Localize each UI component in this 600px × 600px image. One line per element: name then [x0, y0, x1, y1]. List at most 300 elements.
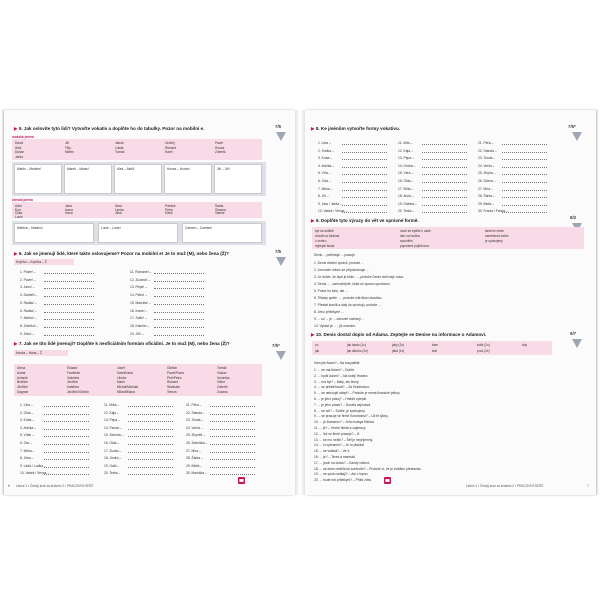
exercise-9-title: ▶ 9. Doplňte tyto výrazy do vět ve správné formě. [311, 218, 419, 223]
answer-cell-label: Aleš – Aleši! [117, 167, 135, 171]
answer-blank[interactable] [210, 459, 255, 460]
answer-line: 9. ... se pracuje ve firmě Kondratovi? – Už tři týdny. [314, 414, 389, 419]
answer-blank[interactable] [502, 159, 547, 160]
answer-line: 5. ... se nekoupil nábyt? – Protože je nemá finančně pěkný. [314, 391, 401, 396]
name-chip: Josef [117, 366, 125, 370]
name-chip: Libuše [117, 375, 127, 380]
phrase: chodit na ždánna [315, 234, 340, 238]
exercise-7-names-box [14, 364, 262, 396]
answer-blank[interactable] [502, 152, 547, 153]
name-chip: Valerie [215, 211, 225, 215]
question-word: kdy [522, 343, 527, 347]
answer-line: 22. Standa – [186, 410, 205, 415]
answer-line: 9. Láďa / Ludka – [20, 463, 46, 468]
name-chip: Aleš [15, 145, 22, 150]
exercise-6-tag: 7/5 [275, 249, 282, 254]
answer-blank[interactable] [44, 288, 94, 289]
answer-blank[interactable] [422, 190, 467, 191]
answer-cell[interactable] [14, 164, 62, 194]
answer-line: 28. Šárka – [186, 456, 203, 461]
male-names-box [12, 139, 262, 160]
answer-line: 13. ... se mu nelíbí? – Šéf je nepříjemný. [314, 437, 374, 442]
name-chip: Stanislav [167, 385, 180, 390]
answer-line: 25. Zbyněk – [186, 433, 206, 438]
name-chip: Alice [15, 204, 22, 208]
name-chip: Viktor [217, 380, 226, 385]
answer-line: 6. Ota – [20, 441, 32, 445]
answer-blank[interactable] [154, 327, 204, 328]
answer-line: 5. Radku! – [20, 300, 37, 305]
name-chip: Tomáš [115, 150, 125, 154]
answer-blank[interactable] [210, 429, 255, 430]
answer-line: 3. ... má byt? – Malý, ale levný. [314, 379, 360, 384]
name-chip: David [15, 141, 24, 145]
phrase: v centru [315, 239, 327, 243]
answer-blank[interactable] [154, 304, 204, 305]
answer-blank[interactable] [44, 459, 89, 460]
answer-line: 6. Tiltazip spěte ... , protože sítě Alesi zkoušku. [314, 296, 383, 300]
answer-blank[interactable] [422, 152, 467, 153]
answer-line: 4. Danieli! – [20, 293, 38, 298]
question-word: jak [315, 349, 320, 353]
exercise-7-title: ▶ 7. Jak se tito lidé jmenují? Doplňte k neoficiálním formám oficiální. Je to muž (M), nebo žena (Ž)? [14, 341, 230, 346]
answer-line: 13. Filipe! – [130, 285, 148, 290]
answer-cell[interactable] [182, 223, 262, 243]
exercise-8-title: ▶ 8. Ke jménům vytvořte formy vokativu. [311, 126, 401, 131]
answer-line: 27. Míra – [186, 448, 201, 453]
answer-blank[interactable] [44, 452, 89, 453]
answer-blank[interactable] [154, 296, 204, 297]
name-chip: Dagmar [17, 390, 29, 394]
name-chip: Simona [215, 207, 226, 212]
answer-cell[interactable] [214, 164, 262, 194]
answer-blank[interactable] [44, 296, 94, 297]
name-chip: Tereza [167, 390, 177, 394]
answer-blank[interactable] [342, 167, 387, 168]
phrase: den na hodinu [400, 234, 421, 238]
name-chip: František [67, 370, 81, 375]
answer-line: 8. Jirka – [20, 456, 34, 461]
answer-blank[interactable] [44, 414, 89, 415]
question-word: jaká (1x) [392, 349, 405, 353]
answer-blank[interactable] [154, 335, 204, 336]
exercise-9-example: Denis ... potřebuje ... pracuje. [314, 253, 356, 257]
answer-blank[interactable] [502, 205, 547, 206]
question-word: jaký (2x) [392, 343, 405, 347]
answer-line: 17. Bříta – [398, 186, 414, 191]
answer-line: 7. ... je jeho práce? – Docela zajímavá. [314, 402, 371, 407]
answer-line: 3. Kuba – [318, 156, 333, 161]
name-chip: Ivana [65, 207, 73, 212]
exercise-10-example: Kam jde Adam? – Na koupaliště. [314, 361, 361, 365]
answer-blank[interactable] [422, 174, 467, 175]
answer-line: 7. Mirka – [20, 448, 35, 453]
answer-line: 7. Mirka – [318, 186, 333, 191]
answer-line: 15. Věra – [398, 171, 414, 176]
answer-line: 6. ... je jeho pokoj? – Hnědě vylepší. [314, 397, 368, 401]
phrase: nejlepší škola [315, 244, 335, 248]
answer-blank[interactable] [44, 444, 89, 445]
answer-line: 23. Tonda – [186, 418, 204, 423]
name-chip: Patricie [165, 204, 176, 208]
female-names-label: ženská jména [12, 198, 33, 202]
marker-triangle-icon [276, 257, 286, 266]
male-names-label: mužská jména [12, 135, 34, 139]
answer-line: 2. Smíka – [318, 148, 334, 153]
name-chip: Hana [65, 211, 73, 215]
question-word: kam [432, 343, 439, 347]
answer-blank[interactable] [44, 319, 94, 320]
answer-blank[interactable] [128, 459, 173, 460]
answer-blank[interactable] [154, 281, 204, 282]
exercise-7-example-box [14, 350, 68, 356]
answer-blank[interactable] [128, 444, 173, 445]
name-chip: Aneta [17, 370, 26, 375]
answer-line: 13. Pepa – [104, 418, 120, 423]
name-chip: Zdeněk [217, 385, 228, 390]
answer-cell[interactable] [14, 223, 94, 243]
name-chip: Honza [215, 145, 225, 150]
exercise-7-tag: 7/5* [272, 343, 280, 348]
name-chip: Pavel/Pavla [167, 370, 184, 375]
answer-blank[interactable] [422, 212, 467, 213]
phrase: byt na sídlišti [315, 229, 334, 233]
name-chip: Ondřej [165, 141, 175, 145]
answer-line: 18. Jindra – [104, 456, 122, 461]
answer-blank[interactable] [210, 444, 255, 445]
audio-icon [238, 477, 245, 484]
answer-line: 11. Míša – [104, 403, 120, 407]
answer-blank[interactable] [342, 144, 387, 145]
answer-line: 8. ... se cítí? – Dobře, je spokojený. [314, 408, 366, 413]
name-chip: Ilona [115, 204, 122, 208]
answer-cell[interactable] [98, 223, 178, 243]
name-chip: Alena [17, 366, 26, 370]
answer-blank[interactable] [422, 167, 467, 168]
answer-line: 15. ... se vstává? – Ve 4. [314, 449, 351, 454]
answer-blank[interactable] [128, 406, 173, 407]
female-table [12, 221, 266, 245]
marker-triangle-icon [276, 351, 286, 360]
answer-line: 14. ... si vybraním? – Je to ptačka! [314, 443, 365, 448]
answer-blank[interactable] [154, 288, 204, 289]
question-word: jak dlouho (2x) [347, 349, 368, 353]
name-chip: Michal/Michala [117, 385, 139, 390]
name-chip: Karel [165, 150, 173, 154]
answer-blank[interactable] [44, 327, 94, 328]
answer-line: 4. ... se přestěhoval? – Za Hradeckou. [314, 385, 370, 390]
answer-blank[interactable] [342, 197, 387, 198]
answer-line: 8. Jiří – [318, 194, 329, 199]
answer-blank[interactable] [44, 406, 89, 407]
answer-blank[interactable] [128, 467, 173, 468]
answer-line: 11. ... je? – Horké hledá a zajímavý. [314, 426, 367, 430]
answer-line: 2. ... bydlí Adam? – Na kolejí Hradec. [314, 373, 369, 378]
answer-blank[interactable] [154, 319, 204, 320]
answer-line: 4. Anička – [20, 425, 37, 430]
answer-line: 19. Gabi – [104, 463, 120, 468]
name-chip: Tomáš [217, 366, 227, 370]
marker-triangle-icon [572, 339, 582, 348]
answer-blank[interactable] [44, 429, 89, 430]
name-chip: Jarda [15, 154, 23, 159]
answer-blank[interactable] [128, 414, 173, 415]
answer-blank[interactable] [422, 197, 467, 198]
answer-blank[interactable] [210, 474, 255, 475]
answer-line: 16. Olda – [104, 441, 120, 445]
marker-triangle-icon [572, 132, 582, 141]
answer-blank[interactable] [210, 414, 255, 415]
answer-blank[interactable] [128, 452, 173, 453]
answer-line: 10. Vyklad je ... , již marnice. [314, 324, 356, 328]
answer-line: 5. Víťa – [318, 171, 331, 176]
exercise-6-title: ▶ 6. Jak se jmenují lidé, které takto oslovujeme? Pozor na mobilní e! Je to muž (M), nebo žena (Ž)? [14, 251, 229, 256]
answer-line: 2. Pavle! – [20, 277, 36, 282]
answer-blank[interactable] [44, 281, 94, 282]
answer-line: 3. Je dobře, že bydl je blíže ... , protože Denis rád hraje nosa. [314, 275, 404, 279]
answer-blank[interactable] [128, 421, 173, 422]
answer-blank[interactable] [44, 273, 94, 274]
name-chip: Silvie [165, 211, 173, 215]
phrase: zpoždění [400, 239, 413, 243]
answer-line: 30. Franta / Fanda – [478, 209, 508, 214]
answer-blank[interactable] [342, 159, 387, 160]
answer-line: 14. Fanda – [104, 425, 122, 430]
answer-line: 7. Marku! – [20, 316, 37, 321]
name-chip: Jiří [65, 141, 70, 145]
answer-line: 10. Vašek / Venca – [318, 209, 348, 214]
answer-blank[interactable] [210, 452, 255, 453]
answer-cell-label: Jiří – Jiří! [217, 167, 230, 171]
name-chip: Lukáš [115, 145, 124, 150]
question-word: co [315, 343, 319, 347]
name-chip: Jindřich [67, 380, 78, 385]
marker-triangle-icon [276, 132, 286, 141]
exercise-5-tag: 7/5 [275, 124, 282, 129]
answer-blank[interactable] [44, 335, 94, 336]
answer-line: 11. Romane! – [130, 270, 152, 274]
answer-blank[interactable] [502, 212, 547, 213]
exercise-10-title: ▶ 10. Denis dostal dopis od Adama. Zeptejte se Denise na informace o Adamovi. [311, 332, 487, 337]
answer-line: 22. Standa – [478, 148, 497, 153]
answer-cell-label: Lucie – Lucie! [101, 226, 121, 230]
exercise-5-title: ▶ 5. Jak oslovíte tyto lidi? Vytvořte vokativ a doplňte ho do tabulky. Pozor na mobilní e. [14, 126, 205, 131]
exercise-7-example: Hanka – Hana – Ž [16, 351, 42, 355]
answer-line: 29. Béďa – [478, 201, 495, 206]
answer-line: 26. Zdena – [478, 179, 496, 183]
answer-line: 19. ... se spolu setkají? – Asi v srpnu. [314, 472, 369, 477]
answer-blank[interactable] [342, 190, 387, 191]
name-chip: Eva [15, 207, 21, 212]
answer-blank[interactable] [502, 144, 547, 145]
name-chip: Václav [217, 370, 227, 375]
answer-line: 21. Péťa – [478, 141, 494, 145]
answer-blank[interactable] [44, 474, 89, 475]
answer-blank[interactable] [210, 436, 255, 437]
answer-line: 26. Zdenička – [186, 441, 208, 445]
answer-cell[interactable] [64, 164, 112, 194]
answer-line: 10. Vašek / Venca – [20, 471, 50, 476]
book-gutter [295, 110, 305, 495]
name-chip: Martin [65, 150, 74, 154]
name-chip: Eduard [67, 366, 78, 370]
answer-blank[interactable] [44, 312, 94, 313]
answer-line: 20. Terka – [104, 471, 121, 476]
answer-blank[interactable] [502, 197, 547, 198]
answer-blank[interactable] [210, 421, 255, 422]
answer-cell-label: Honza – Honzo! [167, 167, 190, 171]
answer-blank[interactable] [342, 152, 387, 153]
answer-blank[interactable] [422, 182, 467, 183]
answer-line: 9. Jitko! – [20, 331, 35, 336]
answer-line: 12. ... lidí ve firmě pracuje? – 8. [314, 431, 360, 436]
answer-line: 4. Denis ... , samozřejmě, čeká už zpravo sportovec. [314, 282, 391, 286]
name-chip: Šárka [215, 204, 224, 208]
answer-line: 10. ... je Bumarov? – Jeho kolega Michal. [314, 420, 375, 425]
answer-line: 8. Jeho přítelkyně ... [314, 310, 344, 314]
answer-blank[interactable] [128, 436, 173, 437]
answer-line: 16. Ivane! – [130, 308, 148, 313]
name-chip: Gabriela [67, 375, 80, 380]
answer-blank[interactable] [502, 182, 547, 183]
name-chip: Kateřina [67, 385, 79, 390]
answer-blank[interactable] [502, 174, 547, 175]
exercise-8-tag: 7/5* [568, 124, 576, 129]
answer-line: 3. Jano! – [20, 285, 35, 290]
answer-blank[interactable] [44, 436, 89, 437]
name-chip: Zuzana [217, 390, 228, 394]
answer-cell-label: Martin – Martine! [17, 167, 41, 171]
answer-line: 30. Maruška – [186, 471, 207, 476]
answer-blank[interactable] [422, 144, 467, 145]
answer-line: 1. Líba – [318, 141, 331, 145]
answer-line: 14. Ondra – [398, 163, 416, 168]
answer-line: 14. Petro! – [130, 293, 148, 298]
name-chip: Pavel [215, 141, 223, 145]
name-chip: Jindřich [17, 385, 28, 390]
answer-blank[interactable] [502, 167, 547, 168]
answer-line: 12. Kája – [104, 410, 119, 415]
phrase: je spokojený [485, 239, 503, 243]
male-table [12, 162, 266, 196]
answer-line: 1. Denis dnešní zpravil, protože ... [314, 261, 364, 265]
name-chip: Jitka [115, 211, 122, 215]
answer-line: 7. Přestal koučit a daly do sportujú, protože ... [314, 303, 381, 307]
answer-line: 9. ... už ... je ... zároveň nabízejí ... [314, 317, 365, 321]
answer-line: 15. Marcelo! – [130, 300, 151, 305]
answer-blank[interactable] [342, 182, 387, 183]
answer-line: 17. Zuzka – [104, 448, 122, 453]
name-chip: Richard [167, 380, 178, 385]
answer-line: 11. Míla – [398, 141, 413, 145]
answer-line: 3. Kuba – [20, 418, 35, 423]
answer-line: 17. ... jezdí na chatu? – Každý víkend. [314, 460, 370, 465]
answer-line: 18. ... se dnes nedělá do kontrolér? – Protože ví, že je zvláštní přestavba. [314, 466, 422, 471]
name-chip: Lucie [15, 214, 23, 219]
answer-line: 24. Verča – [186, 425, 203, 430]
answer-blank[interactable] [154, 312, 204, 313]
question-word: kolik (2x) [477, 343, 490, 347]
answer-line: 12. Kája – [398, 148, 413, 153]
answer-line: 1. Líba – [20, 403, 33, 407]
female-names-box [12, 202, 262, 218]
answer-line: 1. ... se má Adam? – Dobře. [314, 368, 356, 372]
exercise-9-tag: 8/2 [570, 215, 577, 220]
answer-line: 18. Kamile! – [130, 323, 150, 328]
exercise-10-question-words-box [312, 341, 552, 355]
answer-cell[interactable] [164, 164, 212, 194]
exercise-9-phrases-box [312, 227, 584, 249]
name-chip: Marie [117, 380, 125, 385]
question-word: kde [432, 349, 438, 353]
answer-blank[interactable] [422, 159, 467, 160]
answer-blank[interactable] [342, 174, 387, 175]
right-page-number: 7 [587, 484, 589, 488]
name-chip: Karel/Karla [117, 370, 133, 375]
answer-line: 6. Oda – [318, 179, 331, 183]
phrase: taneční večer [485, 229, 505, 233]
name-chip: Zdeněk [215, 150, 226, 154]
name-chip: Filip [65, 145, 71, 150]
name-chip: Antonie [17, 375, 28, 380]
answer-line: 20. ... bude mít přítelkyni? – Příští zítra. [314, 478, 372, 483]
name-chip: Jindřich/Oldřich [67, 390, 89, 394]
name-chip: Čilka [15, 211, 23, 215]
answer-blank[interactable] [502, 190, 547, 191]
name-chip: Richard [165, 145, 176, 150]
answer-cell[interactable] [114, 164, 162, 194]
answer-cell-label: Marek – Marku! [67, 167, 90, 171]
answer-line: 29. Béďa – [186, 463, 203, 468]
answer-blank[interactable] [210, 467, 255, 468]
answer-line: 13. Pepa – [398, 156, 414, 161]
answer-line: 5. Práce ho baví, ale ... [314, 289, 348, 293]
left-footer: Lekce 1 • Český krok za krokem 2 • PRACOVNÍ SEŠIT [16, 484, 94, 488]
name-chip: Milan/Milana [117, 390, 135, 394]
exercise-6-example-box [14, 259, 74, 265]
answer-line: 1. Pavle! – [20, 270, 36, 274]
name-chip: Jana [65, 204, 72, 208]
answer-blank[interactable] [128, 474, 173, 475]
answer-line: 24. Verča – [478, 163, 495, 168]
question-word: jak často (1x) [347, 343, 366, 347]
answer-blank[interactable] [44, 304, 94, 305]
answer-blank[interactable] [44, 421, 89, 422]
exercise-6-example: Kopřivo – Kopřiva – Ž [16, 260, 47, 264]
answer-blank[interactable] [342, 212, 387, 213]
answer-line: 21. Péťa – [186, 403, 202, 407]
answer-blank[interactable] [210, 406, 255, 407]
answer-line: 15. Zdenda – [104, 433, 124, 438]
answer-line: 2. Olda – [20, 410, 34, 415]
answer-blank[interactable] [154, 273, 204, 274]
name-chip: Veronika [217, 375, 230, 380]
name-chip: Petr/Petra [167, 375, 182, 380]
answer-blank[interactable] [44, 467, 89, 468]
answer-cell-label: Carmen – Carmen! [185, 226, 213, 230]
answer-line: 12. Zuzano! – [130, 277, 151, 282]
answer-line: 17. Sofie! – [130, 316, 147, 321]
answer-blank[interactable] [342, 205, 387, 206]
answer-line: 9. Jára / Járda – [318, 201, 342, 206]
exercise-10-tag: 9/7 [570, 331, 577, 336]
answer-line: 23. Tonda – [478, 156, 496, 161]
answer-line: 19. Gábina – [398, 201, 417, 206]
answer-blank[interactable] [422, 205, 467, 206]
answer-blank[interactable] [128, 429, 173, 430]
question-word: proč (2x) [477, 349, 490, 353]
phrase: moct se bydlet v okně [400, 229, 431, 233]
